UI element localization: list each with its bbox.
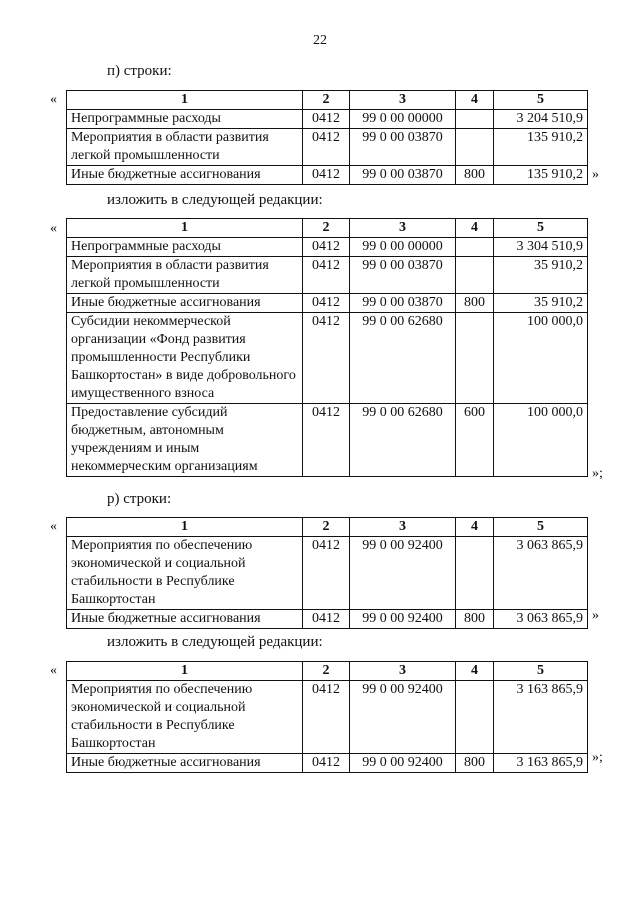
table-header-row — [67, 518, 588, 537]
column-header: 5 — [494, 91, 588, 110]
column-header: 3 — [350, 662, 456, 681]
row-target-code: 99 0 00 92400 — [350, 681, 456, 754]
table-row — [67, 404, 588, 477]
column-header: 2 — [303, 662, 350, 681]
column-header: 4 — [456, 662, 494, 681]
column-header: 1 — [67, 91, 303, 110]
open-quote: « — [50, 221, 57, 236]
row-name: Предоставление субсидий бюджетным, автономным учреждениям и иным некоммерческим организациям — [67, 404, 303, 477]
row-amount: 135 910,2 — [494, 166, 588, 185]
budget-table — [66, 90, 588, 185]
row-section-code: 0412 — [303, 110, 350, 129]
table-row — [67, 129, 588, 166]
row-expense-type — [456, 681, 494, 754]
table-row — [67, 313, 588, 404]
row-name: Иные бюджетные ассигнования — [67, 294, 303, 313]
column-header: 3 — [350, 91, 456, 110]
table-row — [67, 537, 588, 610]
close-quote: »; — [592, 750, 603, 765]
row-target-code: 99 0 00 92400 — [350, 754, 456, 773]
row-name: Мероприятия по обеспечению экономической и социальной стабильности в Республике Башкортостан — [67, 681, 303, 754]
table-header-row — [67, 219, 588, 238]
section-label: п) строки: — [107, 63, 172, 79]
row-name: Субсидии некоммерческой организации «Фонд развития промышленности Республики Башкортостан» в виде добровольного имущественного взноса — [67, 313, 303, 404]
row-expense-type — [456, 129, 494, 166]
row-section-code: 0412 — [303, 257, 350, 294]
row-target-code: 99 0 00 92400 — [350, 610, 456, 629]
row-amount: 35 910,2 — [494, 257, 588, 294]
column-header: 1 — [67, 518, 303, 537]
section-label: р) строки: — [107, 491, 172, 507]
budget-table — [66, 661, 588, 773]
row-target-code: 99 0 00 03870 — [350, 294, 456, 313]
row-name: Иные бюджетные ассигнования — [67, 610, 303, 629]
table-row — [67, 166, 588, 185]
row-section-code: 0412 — [303, 681, 350, 754]
row-expense-type: 800 — [456, 610, 494, 629]
row-target-code: 99 0 00 03870 — [350, 129, 456, 166]
column-header: 1 — [67, 219, 303, 238]
row-section-code: 0412 — [303, 294, 350, 313]
row-amount: 3 304 510,9 — [494, 238, 588, 257]
row-expense-type: 600 — [456, 404, 494, 477]
row-section-code: 0412 — [303, 129, 350, 166]
table-row — [67, 610, 588, 629]
column-header: 3 — [350, 518, 456, 537]
row-name: Иные бюджетные ассигнования — [67, 754, 303, 773]
column-header: 4 — [456, 219, 494, 238]
row-expense-type: 800 — [456, 294, 494, 313]
row-expense-type — [456, 238, 494, 257]
row-name: Иные бюджетные ассигнования — [67, 166, 303, 185]
column-header: 2 — [303, 219, 350, 238]
row-expense-type: 800 — [456, 166, 494, 185]
row-amount: 3 063 865,9 — [494, 537, 588, 610]
row-name: Мероприятия в области развития легкой промышленности — [67, 129, 303, 166]
row-amount: 3 063 865,9 — [494, 610, 588, 629]
column-header: 5 — [494, 662, 588, 681]
row-amount: 100 000,0 — [494, 313, 588, 404]
page-number: 22 — [313, 33, 327, 48]
row-section-code: 0412 — [303, 404, 350, 477]
column-header: 4 — [456, 518, 494, 537]
column-header: 4 — [456, 91, 494, 110]
section-label: изложить в следующей редакции: — [107, 634, 323, 650]
row-name: Мероприятия в области развития легкой промышленности — [67, 257, 303, 294]
row-expense-type: 800 — [456, 754, 494, 773]
close-quote: »; — [592, 466, 603, 481]
row-section-code: 0412 — [303, 754, 350, 773]
section-label: изложить в следующей редакции: — [107, 192, 323, 208]
column-header: 2 — [303, 518, 350, 537]
row-expense-type — [456, 257, 494, 294]
row-name: Мероприятия по обеспечению экономической и социальной стабильности в Республике Башкортостан — [67, 537, 303, 610]
row-expense-type — [456, 110, 494, 129]
row-target-code: 99 0 00 03870 — [350, 257, 456, 294]
column-header: 5 — [494, 518, 588, 537]
row-target-code: 99 0 00 00000 — [350, 110, 456, 129]
row-target-code: 99 0 00 92400 — [350, 537, 456, 610]
row-section-code: 0412 — [303, 166, 350, 185]
column-header: 3 — [350, 219, 456, 238]
row-name: Непрограммные расходы — [67, 238, 303, 257]
table-row — [67, 238, 588, 257]
budget-table — [66, 517, 588, 629]
close-quote: » — [592, 608, 599, 623]
row-amount: 35 910,2 — [494, 294, 588, 313]
row-name: Непрограммные расходы — [67, 110, 303, 129]
table-header-row — [67, 91, 588, 110]
row-amount: 3 163 865,9 — [494, 681, 588, 754]
row-section-code: 0412 — [303, 313, 350, 404]
row-expense-type — [456, 537, 494, 610]
table-row — [67, 681, 588, 754]
row-amount: 3 204 510,9 — [494, 110, 588, 129]
table-header-row — [67, 662, 588, 681]
row-amount: 100 000,0 — [494, 404, 588, 477]
open-quote: « — [50, 519, 57, 534]
column-header: 5 — [494, 219, 588, 238]
budget-table — [66, 218, 588, 477]
table-row — [67, 754, 588, 773]
table-row — [67, 294, 588, 313]
open-quote: « — [50, 92, 57, 107]
row-expense-type — [456, 313, 494, 404]
column-header: 2 — [303, 91, 350, 110]
row-target-code: 99 0 00 62680 — [350, 313, 456, 404]
column-header: 1 — [67, 662, 303, 681]
row-target-code: 99 0 00 03870 — [350, 166, 456, 185]
table-row — [67, 110, 588, 129]
table-row — [67, 257, 588, 294]
row-amount: 135 910,2 — [494, 129, 588, 166]
row-amount: 3 163 865,9 — [494, 754, 588, 773]
row-section-code: 0412 — [303, 610, 350, 629]
row-section-code: 0412 — [303, 537, 350, 610]
close-quote: » — [592, 167, 599, 182]
row-target-code: 99 0 00 62680 — [350, 404, 456, 477]
row-target-code: 99 0 00 00000 — [350, 238, 456, 257]
row-section-code: 0412 — [303, 238, 350, 257]
open-quote: « — [50, 663, 57, 678]
